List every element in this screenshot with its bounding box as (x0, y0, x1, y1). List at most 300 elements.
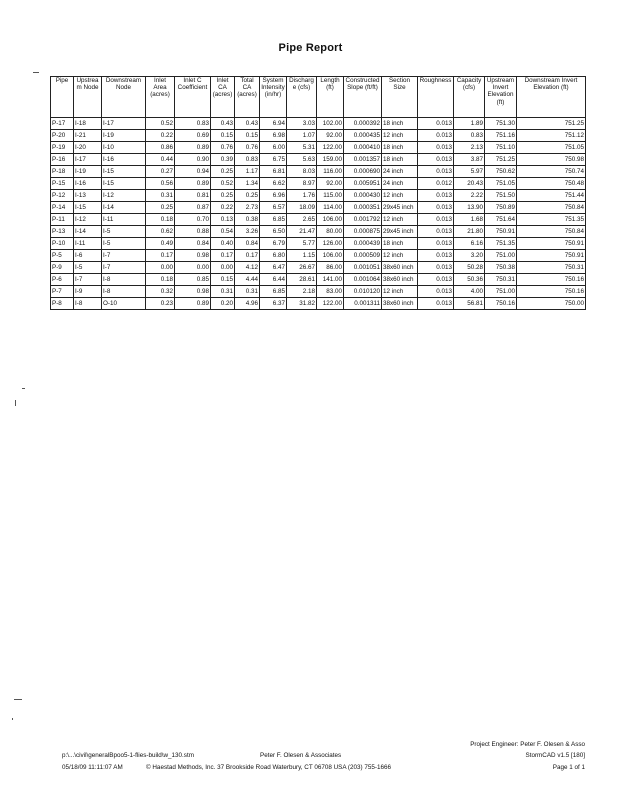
table-cell: 6.75 (260, 154, 287, 166)
table-cell: 38x60 inch (382, 262, 418, 274)
table-cell: 0.81 (175, 190, 211, 202)
table-cell: I-21 (74, 130, 102, 142)
table-cell: 0.17 (146, 250, 175, 262)
table-cell: 750.91 (517, 238, 586, 250)
table-cell: 83.00 (317, 286, 344, 298)
table-cell: I-19 (102, 130, 146, 142)
table-cell: 38x60 inch (382, 298, 418, 310)
table-body (51, 118, 586, 310)
table-cell: I-7 (74, 274, 102, 286)
table-cell: I-15 (74, 202, 102, 214)
table-cell: 4.44 (235, 274, 260, 286)
table-cell: I-5 (102, 226, 146, 238)
table-row (51, 286, 586, 298)
table-cell: 0.17 (235, 250, 260, 262)
table-cell: 0.31 (211, 286, 235, 298)
table-cell: 0.94 (175, 166, 211, 178)
table-cell: 0.15 (211, 130, 235, 142)
table-cell: 0.000509 (344, 250, 382, 262)
table-cell: 750.48 (517, 178, 586, 190)
table-cell: P-9 (51, 262, 74, 274)
table-cell: 6.96 (260, 190, 287, 202)
table-cell: I-12 (102, 190, 146, 202)
table-cell: I-14 (74, 226, 102, 238)
table-cell: 0.38 (235, 214, 260, 226)
footer-software: StormCAD v1.5 [180] (525, 752, 585, 759)
table-cell: 2.13 (454, 142, 485, 154)
table-cell: 24 inch (382, 178, 418, 190)
footer-file-path: p:\...\civil\generalBpoo5-1-flies-build\w_130.stm (62, 752, 194, 759)
table-cell: 751.00 (485, 250, 517, 262)
scan-speck (14, 699, 22, 700)
table-cell: 21.80 (454, 226, 485, 238)
table-cell: 2.22 (454, 190, 485, 202)
table-cell: 116.00 (317, 166, 344, 178)
table-cell: I-8 (74, 298, 102, 310)
table-cell: 0.000410 (344, 142, 382, 154)
table-cell: 751.10 (485, 142, 517, 154)
table-cell: 0.013 (418, 298, 454, 310)
table-cell: I-6 (74, 250, 102, 262)
table-cell: 18 inch (382, 142, 418, 154)
table-cell: P-10 (51, 238, 74, 250)
column-header: Inlet CA (acres) (211, 77, 235, 118)
table-cell: 4.00 (454, 286, 485, 298)
table-cell: P-8 (51, 298, 74, 310)
table-cell: 0.013 (418, 274, 454, 286)
table-cell: 50.28 (454, 262, 485, 274)
table-row (51, 166, 586, 178)
table-cell: I-11 (74, 238, 102, 250)
table-cell: I-8 (102, 286, 146, 298)
column-header: Length (ft) (317, 77, 344, 118)
table-cell: 0.83 (235, 154, 260, 166)
table-row (51, 202, 586, 214)
table-cell: 92.00 (317, 178, 344, 190)
table-cell: 0.13 (211, 214, 235, 226)
table-cell: I-9 (74, 286, 102, 298)
table-cell: 0.013 (418, 118, 454, 130)
table-cell: 0.89 (175, 298, 211, 310)
table-row (51, 250, 586, 262)
table-row (51, 154, 586, 166)
table-cell: 3.87 (454, 154, 485, 166)
table-cell: 159.00 (317, 154, 344, 166)
table-cell: I-18 (74, 118, 102, 130)
scan-speck (33, 72, 39, 73)
table-cell: 6.00 (260, 142, 287, 154)
table-cell: 0.88 (175, 226, 211, 238)
table-cell: 106.00 (317, 214, 344, 226)
table-cell: P-15 (51, 178, 74, 190)
table-cell: 751.44 (517, 190, 586, 202)
table-cell: 38x60 inch (382, 274, 418, 286)
table-cell: 0.56 (146, 178, 175, 190)
table-cell: 751.25 (485, 154, 517, 166)
table-cell: 750.16 (485, 298, 517, 310)
table-cell: I-12 (74, 214, 102, 226)
table-cell: 12 inch (382, 286, 418, 298)
table-cell: 0.20 (211, 298, 235, 310)
table-cell: 0.00 (175, 262, 211, 274)
column-header: Roughness (418, 77, 454, 118)
table-cell: 751.05 (517, 142, 586, 154)
table-cell: 86.00 (317, 262, 344, 274)
table-cell: 0.25 (211, 190, 235, 202)
table-cell: 1.15 (287, 250, 317, 262)
table-cell: I-19 (74, 166, 102, 178)
table-cell: 0.000435 (344, 130, 382, 142)
table-cell: 0.001064 (344, 274, 382, 286)
table-cell: 6.94 (260, 118, 287, 130)
footer-copyright: © Haestad Methods, Inc. 37 Brookside Road Waterbury, CT 06708 USA (203) 755-1666 (146, 764, 391, 771)
table-cell: 0.39 (211, 154, 235, 166)
table-cell: 8.03 (287, 166, 317, 178)
table-cell: P-19 (51, 142, 74, 154)
table-cell: 0.43 (211, 118, 235, 130)
table-cell: 0.25 (146, 202, 175, 214)
table-cell: 0.44 (146, 154, 175, 166)
table-cell: I-16 (102, 154, 146, 166)
table-cell: 141.00 (317, 274, 344, 286)
table-cell: 1.17 (235, 166, 260, 178)
table-cell: 5.63 (287, 154, 317, 166)
table-cell: 6.44 (260, 274, 287, 286)
table-cell: 0.62 (146, 226, 175, 238)
table-cell: 122.00 (317, 298, 344, 310)
table-cell: 0.005951 (344, 178, 382, 190)
table-row (51, 178, 586, 190)
table-cell: 0.013 (418, 130, 454, 142)
table-header-row (51, 77, 586, 118)
table-cell: 2.65 (287, 214, 317, 226)
table-cell: 6.50 (260, 226, 287, 238)
table-cell: 750.16 (517, 274, 586, 286)
table-cell: 2.18 (287, 286, 317, 298)
table-cell: 0.001357 (344, 154, 382, 166)
table-cell: 0.013 (418, 154, 454, 166)
table-cell: 92.00 (317, 130, 344, 142)
table-cell: 0.40 (211, 238, 235, 250)
table-cell: 0.001792 (344, 214, 382, 226)
table-cell: P-16 (51, 154, 74, 166)
table-cell: 0.83 (454, 130, 485, 142)
table-cell: P-20 (51, 130, 74, 142)
scan-speck (15, 400, 16, 406)
table-cell: 3.26 (235, 226, 260, 238)
table-cell: 8.97 (287, 178, 317, 190)
table-cell: I-20 (74, 142, 102, 154)
table-cell: 18.09 (287, 202, 317, 214)
table-cell: 0.013 (418, 250, 454, 262)
table-cell: 0.013 (418, 262, 454, 274)
table-cell: 0.89 (175, 178, 211, 190)
table-cell: 0.013 (418, 190, 454, 202)
table-cell: 1.76 (287, 190, 317, 202)
table-cell: 6.79 (260, 238, 287, 250)
table-cell: 29x45 inch (382, 226, 418, 238)
column-header: Inlet C Coefficient (175, 77, 211, 118)
table-cell: 2.73 (235, 202, 260, 214)
table-cell: 114.00 (317, 202, 344, 214)
table-cell: 0.87 (175, 202, 211, 214)
table-cell: 24 inch (382, 166, 418, 178)
table-cell: I-17 (74, 154, 102, 166)
table-cell: 751.05 (485, 178, 517, 190)
table-cell: 0.76 (211, 142, 235, 154)
table-cell: 13.90 (454, 202, 485, 214)
table-cell: 0.000439 (344, 238, 382, 250)
table-cell: 1.07 (287, 130, 317, 142)
table-cell: 50.36 (454, 274, 485, 286)
table-cell: 751.35 (485, 238, 517, 250)
column-header: Downstream Invert Elevation (ft) (517, 77, 586, 118)
table-row (51, 274, 586, 286)
table-cell: 1.68 (454, 214, 485, 226)
table-cell: 750.84 (517, 226, 586, 238)
column-header: Constructed Slope (ft/ft) (344, 77, 382, 118)
table-cell: 0.25 (235, 190, 260, 202)
table-cell: 0.69 (175, 130, 211, 142)
table-cell: I-11 (102, 214, 146, 226)
table-cell: 0.52 (146, 118, 175, 130)
table-row (51, 118, 586, 130)
table-cell: 750.84 (517, 202, 586, 214)
table-row (51, 190, 586, 202)
scan-speck (12, 718, 13, 720)
table-cell: I-5 (102, 238, 146, 250)
table-cell: 750.91 (485, 226, 517, 238)
table-cell: 115.00 (317, 190, 344, 202)
column-header: System Intensity (in/hr) (260, 77, 287, 118)
column-header: Upstream Invert Elevation (ft) (485, 77, 517, 118)
table-cell: 26.67 (287, 262, 317, 274)
table-cell: 750.91 (517, 250, 586, 262)
table-cell: P-13 (51, 226, 74, 238)
table-cell: I-7 (102, 262, 146, 274)
table-cell: 4.12 (235, 262, 260, 274)
table-cell: 20.43 (454, 178, 485, 190)
table-cell: 12 inch (382, 190, 418, 202)
table-cell: P-12 (51, 190, 74, 202)
table-cell: 18 inch (382, 154, 418, 166)
table-cell: 6.57 (260, 202, 287, 214)
table-cell: 0.000875 (344, 226, 382, 238)
table-cell: 6.98 (260, 130, 287, 142)
table-row (51, 226, 586, 238)
table-cell: 751.00 (485, 286, 517, 298)
footer-company: Peter F. Olesen & Associates (260, 752, 342, 759)
table-cell: 6.62 (260, 178, 287, 190)
table-cell: 0.86 (146, 142, 175, 154)
table-cell: I-8 (102, 274, 146, 286)
column-header: Discharge (cfs) (287, 77, 317, 118)
table-cell: 0.001311 (344, 298, 382, 310)
table-cell: 0.15 (211, 274, 235, 286)
table-cell: 0.000351 (344, 202, 382, 214)
table-cell: 1.89 (454, 118, 485, 130)
table-cell: 6.80 (260, 250, 287, 262)
table-cell: 750.38 (485, 262, 517, 274)
table-cell: 751.35 (517, 214, 586, 226)
table-row (51, 262, 586, 274)
table-cell: 0.00 (211, 262, 235, 274)
table-cell: 0.54 (211, 226, 235, 238)
table-cell: 0.00 (146, 262, 175, 274)
table-cell: 0.013 (418, 214, 454, 226)
table-cell: 3.03 (287, 118, 317, 130)
table-cell: 12 inch (382, 214, 418, 226)
table-cell: I-14 (102, 202, 146, 214)
table-cell: 6.47 (260, 262, 287, 274)
table-cell: 751.50 (485, 190, 517, 202)
table-cell: 0.84 (175, 238, 211, 250)
table-cell: 0.27 (146, 166, 175, 178)
table-cell: 0.013 (418, 142, 454, 154)
table-cell: 29x45 inch (382, 202, 418, 214)
table-cell: 750.89 (485, 202, 517, 214)
table-cell: I-15 (102, 178, 146, 190)
table-cell: 126.00 (317, 238, 344, 250)
table-cell: 21.47 (287, 226, 317, 238)
table-cell: 4.96 (235, 298, 260, 310)
table-cell: 31.82 (287, 298, 317, 310)
table-cell: 5.97 (454, 166, 485, 178)
table-cell: 0.15 (235, 130, 260, 142)
table-cell: 6.85 (260, 214, 287, 226)
table-cell: I-13 (74, 190, 102, 202)
column-header: Pipe (51, 77, 74, 118)
table-cell: 0.43 (235, 118, 260, 130)
table-cell: P-17 (51, 118, 74, 130)
column-header: Inlet Area (acres) (146, 77, 175, 118)
table-cell: 751.25 (517, 118, 586, 130)
table-cell: P-18 (51, 166, 74, 178)
table-row (51, 298, 586, 310)
table-cell: I-15 (102, 166, 146, 178)
table-cell: 0.22 (146, 130, 175, 142)
footer-timestamp: 05/18/09 11:11:07 AM (62, 764, 123, 771)
table-cell: 0.010120 (344, 286, 382, 298)
table-cell: 0.000392 (344, 118, 382, 130)
table-cell: 0.18 (146, 214, 175, 226)
table-cell: 0.23 (146, 298, 175, 310)
table-cell: 750.98 (517, 154, 586, 166)
table-cell: 0.012 (418, 178, 454, 190)
table-cell: 0.70 (175, 214, 211, 226)
table-cell: 750.31 (517, 262, 586, 274)
table-cell: 0.89 (175, 142, 211, 154)
pipe-report-table (50, 76, 586, 310)
table-cell: 0.52 (211, 178, 235, 190)
table-cell: 0.32 (146, 286, 175, 298)
table-row (51, 238, 586, 250)
table-cell: I-5 (74, 262, 102, 274)
table-cell: 6.85 (260, 286, 287, 298)
table-cell: 750.00 (517, 298, 586, 310)
table-cell: 106.00 (317, 250, 344, 262)
table-cell: 750.31 (485, 274, 517, 286)
table-cell: 0.84 (235, 238, 260, 250)
table-cell: P-14 (51, 202, 74, 214)
table-cell: P-11 (51, 214, 74, 226)
table-cell: 102.00 (317, 118, 344, 130)
column-header: Section Size (382, 77, 418, 118)
table-cell: 5.77 (287, 238, 317, 250)
scan-speck (22, 388, 25, 389)
table-cell: 751.16 (485, 130, 517, 142)
table-cell: P-6 (51, 274, 74, 286)
table-cell: 0.83 (175, 118, 211, 130)
table-cell: 0.18 (146, 274, 175, 286)
report-title: Pipe Report (278, 42, 343, 54)
table-cell: 18 inch (382, 238, 418, 250)
table-cell: 0.31 (146, 190, 175, 202)
table-cell: I-10 (102, 142, 146, 154)
table-cell: 12 inch (382, 250, 418, 262)
table-cell: 6.81 (260, 166, 287, 178)
table-cell: 0.013 (418, 286, 454, 298)
table-cell: I-16 (74, 178, 102, 190)
table-cell: 750.16 (517, 286, 586, 298)
table-cell: P-7 (51, 286, 74, 298)
table-cell: 6.37 (260, 298, 287, 310)
table-row (51, 214, 586, 226)
table-cell: 0.90 (175, 154, 211, 166)
table-cell: 122.00 (317, 142, 344, 154)
table-cell: 0.013 (418, 166, 454, 178)
table-cell: 12 inch (382, 130, 418, 142)
table-cell: 80.00 (317, 226, 344, 238)
table-cell: 0.31 (235, 286, 260, 298)
table-cell: 0.001051 (344, 262, 382, 274)
table-cell: 5.31 (287, 142, 317, 154)
table-cell: 0.49 (146, 238, 175, 250)
table-cell: 0.22 (211, 202, 235, 214)
table-row (51, 130, 586, 142)
table-cell: 750.62 (485, 166, 517, 178)
table-cell: O-10 (102, 298, 146, 310)
table-cell: 0.98 (175, 286, 211, 298)
column-header: Capacity (cfs) (454, 77, 485, 118)
table-cell: 0.000690 (344, 166, 382, 178)
table-cell: 1.34 (235, 178, 260, 190)
table-cell: 18 inch (382, 118, 418, 130)
table-cell: 0.013 (418, 202, 454, 214)
table-cell: P-5 (51, 250, 74, 262)
table-cell: 28.61 (287, 274, 317, 286)
footer-page-number: Page 1 of 1 (552, 764, 585, 771)
table-cell: 0.013 (418, 238, 454, 250)
column-header: Downstream Node (102, 77, 146, 118)
table-cell: 750.74 (517, 166, 586, 178)
table-cell: 0.76 (235, 142, 260, 154)
table-cell: I-7 (102, 250, 146, 262)
column-header: Total CA (acres) (235, 77, 260, 118)
table-cell: 3.20 (454, 250, 485, 262)
table-row (51, 142, 586, 154)
table-cell: 0.17 (211, 250, 235, 262)
table-cell: 56.81 (454, 298, 485, 310)
column-header: Upstream Node (74, 77, 102, 118)
table-cell: 0.013 (418, 226, 454, 238)
table-cell: 0.000430 (344, 190, 382, 202)
table-cell: 0.98 (175, 250, 211, 262)
table-cell: I-17 (102, 118, 146, 130)
table-cell: 0.25 (211, 166, 235, 178)
footer-engineer: Project Engineer: Peter F. Olesen & Asso (470, 741, 585, 748)
table-cell: 6.16 (454, 238, 485, 250)
